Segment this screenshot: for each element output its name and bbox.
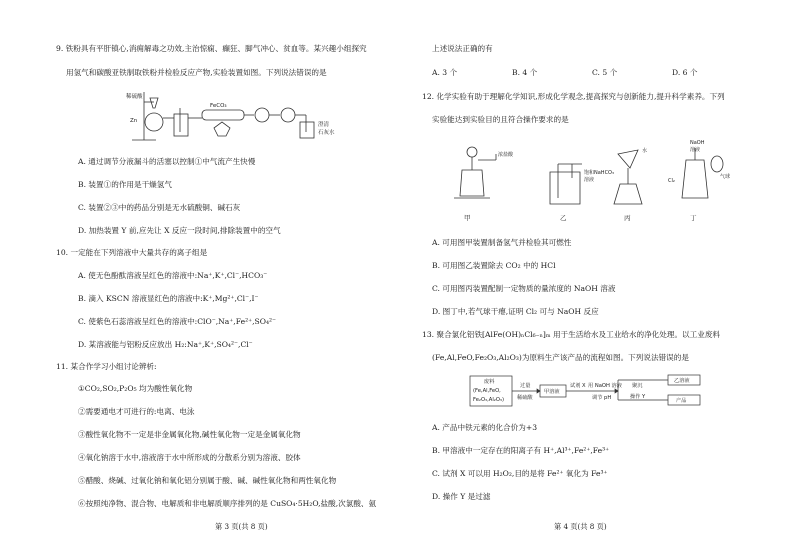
q10-option-b: B. 滴入 KSCN 溶液显红色的溶液中:K⁺,Mg²⁺,Cl⁻,I⁻	[78, 294, 259, 303]
q13-flow-step3b: 操作 Y	[630, 394, 646, 400]
q9-stem-line2: 用氢气和碳酸亚铁制取铁粉并检验反应产物,实验装置如图。下列说法错误的是	[66, 68, 327, 77]
q9-label-reagent: FeCO₃	[210, 103, 227, 109]
q12-label-water: 水	[642, 148, 648, 154]
q13-option-c: C. 试剂 X 可以用 H₂O₂,目的是将 Fe²⁺ 氧化为 Fe³⁺	[432, 469, 608, 478]
q10-stem: 10. 一定能在下列溶液中大量共存的离子组是	[56, 248, 208, 257]
q12-caption-bing: 丙	[624, 214, 631, 222]
q13-stem-line1: 13. 聚合氯化铝铁[AlFe(OH)ₙCl₆₋ₙ]ₘ 用于生活给水及工业给水的净化处理。以工业废料	[422, 330, 721, 339]
q12-label-balloon: 气球	[720, 174, 731, 180]
q12-label-cl2: Cl₂	[668, 178, 675, 184]
q12-caption-ding: 丁	[690, 214, 697, 222]
q10-option-a: A. 使无色酚酞溶液呈红色的溶液中:Na⁺,K⁺,Cl⁻,HCO₃⁻	[78, 271, 268, 280]
q9-label-acid: 稀硫酸	[126, 94, 143, 100]
q11-option-b: B. 4 个	[512, 68, 538, 77]
q9-label-lime2: 石灰水	[318, 130, 335, 136]
q13-flowchart	[468, 372, 708, 412]
q12-option-d: D. 图丁中,若气球干瘪,证明 Cl₂ 可与 NaOH 反应	[432, 307, 599, 316]
q13-flow-out2: 产品	[676, 398, 687, 404]
q13-stem-line2: (Fe,Al,FeO,Fe₂O₃,Al₂O₃)为原料生产该产品的流程如图。下列说法错误的是	[432, 353, 689, 362]
q10-option-d: D. 某溶液能与铝粉反应放出 H₂:Na⁺,K⁺,SO₄²⁻,Cl⁻	[78, 340, 253, 349]
q9-option-b: B. 装置①的作用是干燥氢气	[78, 180, 172, 189]
q13-option-a: A. 产品中铁元素的化合价为+3	[432, 423, 538, 432]
q9-label-zn: Zn	[130, 118, 138, 124]
q11-option-d: D. 6 个	[672, 68, 698, 77]
q12-caption-jia: 甲	[464, 214, 471, 222]
q13-flow-out1: 乙溶液	[674, 378, 690, 384]
q9-option-d: D. 加热装置 Y 前,应先让 X 反应一段时间,排除装置中的空气	[78, 226, 281, 235]
q12-label-solution: 溶液	[584, 177, 595, 183]
q11-tail: 上述说法正确的有	[432, 44, 493, 53]
q13-flow-box2: 甲溶液	[544, 389, 560, 395]
q11-item-5: ⑤醋酸、烧碱、过氧化钠和氧化铝分别属于酸、碱、碱性氧化物和两性氧化物	[78, 476, 337, 485]
q9-label-lime: 澄清	[318, 122, 330, 128]
q12-stem-line1: 12. 化学实验有助于理解化学知识,形成化学观念,提高探究与创新能力,提升科学素养。下列	[422, 92, 725, 101]
q12-label-naoh: NaOH	[690, 140, 705, 146]
q12-caption-yi: 乙	[560, 214, 567, 222]
q13-option-d: D. 操作 Y 是过滤	[432, 492, 491, 501]
q11-item-2: ②需要通电才可进行的:电离、电泳	[78, 407, 195, 416]
q12-stem-line2: 实验能达到实验目的且符合操作要求的是	[432, 115, 569, 124]
q13-flow-raw2: (Fe,Al,FeO,	[473, 388, 501, 394]
q9-option-a: A. 通过调节分液漏斗的活塞以控制①中气流产生快慢	[78, 157, 256, 166]
q11-item-1: ①CO₂,SO₂,P₂O₅ 均为酸性氧化物	[78, 384, 193, 393]
q9-apparatus-figure	[122, 88, 382, 146]
q13-flow-step2a: 试剂 X	[570, 383, 586, 389]
q13-flow-step2b: 用 NaOH 溶液	[588, 383, 622, 389]
q9-option-c: C. 装置②③中的药品分别是无水硫酸铜、碱石灰	[78, 203, 241, 212]
q13-flow-step1a: 过量	[520, 383, 531, 389]
q13-flow-raw1: 废料	[484, 379, 495, 385]
q12-option-a: A. 可用图甲装置制备氢气并检验其可燃性	[432, 238, 572, 247]
q9-stem-line1: 9. 铁粉具有平肝镇心,消痈解毒之功效,主治惊痫、癫狂、脚气冲心、贫血等。某兴趣小组探究	[56, 44, 367, 53]
page-footer-right: 第 4 页(共 8 页)	[554, 522, 607, 531]
q13-flow-step2c: 调节 pH	[592, 395, 612, 401]
q11-item-3: ③酸性氧化物不一定是非金属氧化物,碱性氧化物一定是金属氧化物	[78, 430, 301, 439]
q13-flow-raw3: Fe₂O₃,Al₂O₃)	[473, 397, 505, 403]
q12-apparatus-figures	[432, 134, 732, 226]
q11-item-6: ⑥按照纯净物、混合物、电解质和非电解质顺序排列的是 CuSO₄·5H₂O,盐酸,次氯酸、氨	[78, 499, 377, 508]
q13-option-b: B. 甲溶液中一定存在的阳离子有 H⁺,Al³⁺,Fe²⁺,Fe³⁺	[432, 446, 610, 455]
q11-option-a: A. 3 个	[432, 68, 458, 77]
q13-flow-step3a: 聚沉	[632, 383, 643, 389]
q11-stem: 11. 某合作学习小组讨论辨析:	[56, 362, 157, 371]
q13-flow-step1b: 稀硫酸	[517, 395, 533, 401]
q10-option-c: C. 使紫色石蕊溶液呈红色的溶液中:ClO⁻,Na⁺,Fe²⁺,SO₄²⁻	[78, 317, 277, 326]
q12-label-nahco3: 饱和NaHCO₃	[584, 170, 614, 176]
q12-option-b: B. 可用图乙装置除去 CO₂ 中的 HCl	[432, 261, 556, 270]
page-footer-left: 第 3 页(共 8 页)	[215, 522, 268, 531]
q12-option-c: C. 可用图丙装置配制一定物质的量浓度的 NaOH 溶液	[432, 284, 616, 293]
q12-label-acid: 浓盐酸	[498, 152, 514, 158]
q11-item-4: ④氧化钠溶于水中,溶液溶于水中所形成的分散系分别为溶液、胶体	[78, 453, 301, 462]
q12-label-naoh2: 溶液	[690, 147, 701, 153]
q11-option-c: C. 5 个	[592, 68, 618, 77]
